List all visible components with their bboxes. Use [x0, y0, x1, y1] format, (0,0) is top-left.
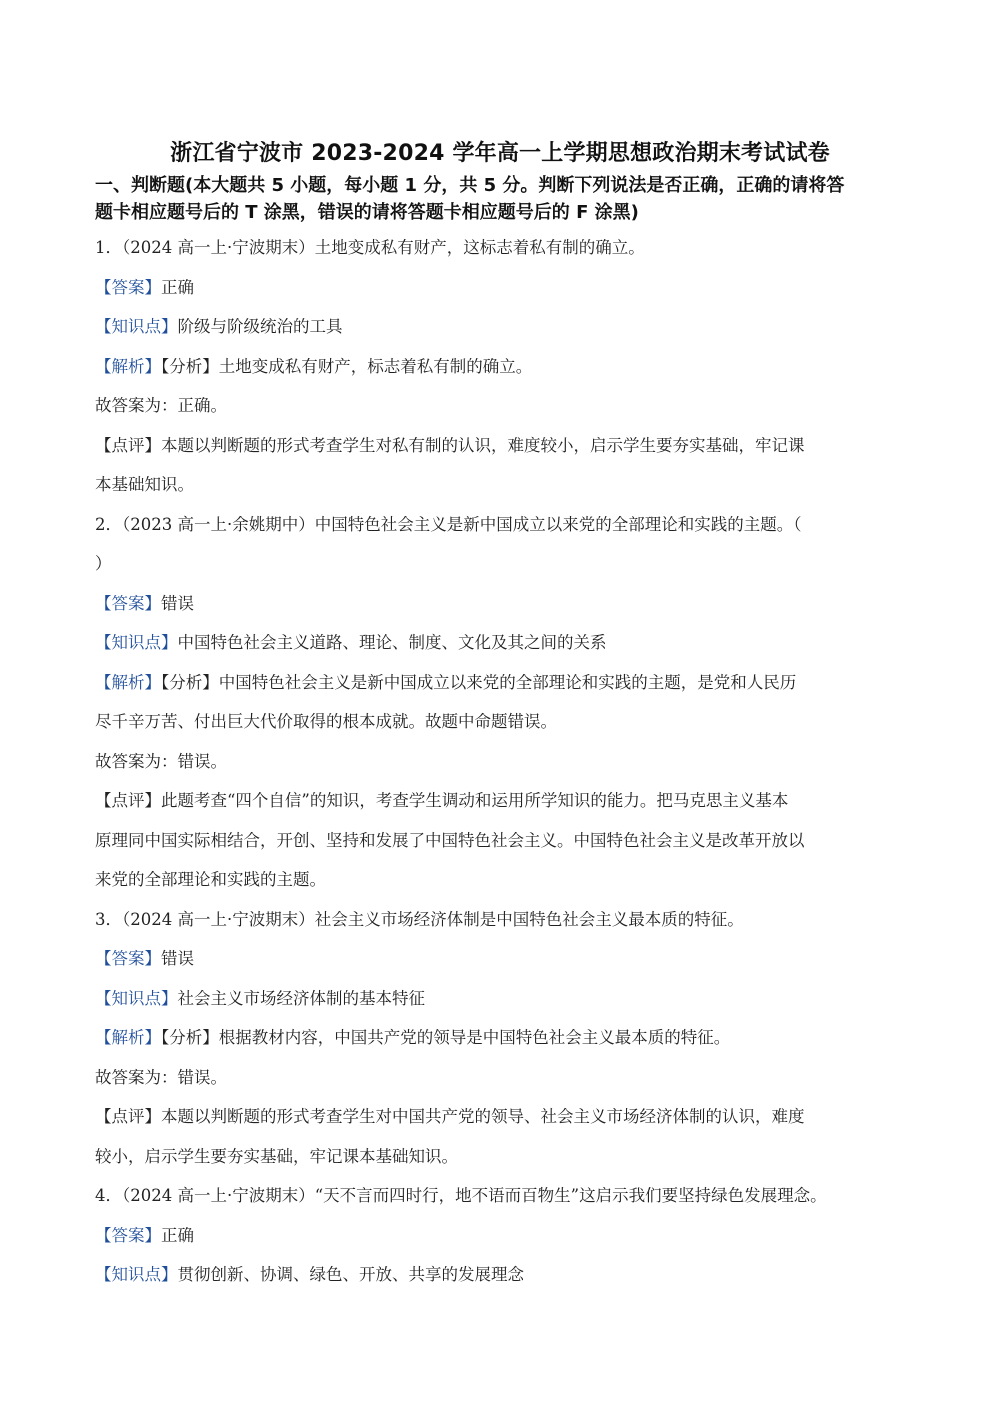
knowledge-value: 贯彻创新、协调、绿色、开放、共享的发展理念	[177, 1265, 524, 1284]
knowledge-label: 【知识点】	[95, 988, 178, 1008]
question-stem: 3．（2024 高一上·宁波期末）社会主义市场经济体制是中国特色社会主义最本质的特征。	[95, 909, 744, 929]
question-stem: ）	[95, 554, 112, 573]
knowledge-line	[95, 979, 900, 1019]
analysis-text: 【分析】中国特色社会主义是新中国成立以来党的全部理论和实践的主题，是党和人民历	[161, 672, 797, 692]
section-heading	[95, 172, 905, 226]
comment-line: 【点评】此题考查“四个自信”的知识，考查学生调动和运用所学知识的能力。把马克思主义基本	[95, 791, 789, 810]
comment-line: 原理同中国实际相结合，开创、坚持和发展了中国特色社会主义。中国特色社会主义是改革开放以	[95, 830, 805, 850]
answer-label: 【答案】	[95, 277, 161, 297]
comment-line: 【点评】本题以判断题的形式考查学生对私有制的认识，难度较小，启示学生要夯实基础，牢记课	[95, 435, 805, 455]
question-stem: 4．（2024 高一上·宁波期末）“天不言而四时行，地不语而百物生”这启示我们要坚持绿色发展理念。	[95, 1186, 827, 1205]
knowledge-line	[95, 307, 900, 347]
analysis-text: 【分析】根据教材内容，中国共产党的领导是中国特色社会主义最本质的特征。	[161, 1028, 731, 1047]
analysis-line	[95, 347, 900, 387]
answer-label: 【答案】	[95, 593, 161, 613]
question-stem: 1．（2024 高一上·宁波期末）土地变成私有财产，这标志着私有制的确立。	[95, 238, 645, 257]
comment-line: 【点评】本题以判断题的形式考查学生对中国共产党的领导、社会主义市场经济体制的认识，难度	[95, 1107, 805, 1126]
answer-label: 【答案】	[95, 1225, 161, 1245]
analysis-text: 【分析】土地变成私有财产，标志着私有制的确立。	[161, 356, 533, 376]
comment-line: 本基础知识。	[95, 475, 194, 494]
question-stem: 2．（2023 高一上·余姚期中）中国特色社会主义是新中国成立以来党的全部理论和实践的主题。（	[95, 514, 802, 534]
knowledge-label: 【知识点】	[95, 317, 178, 336]
analysis-line	[95, 1018, 900, 1058]
answer-line	[95, 939, 900, 979]
question-list	[95, 228, 900, 1295]
answer-line	[95, 584, 900, 624]
knowledge-value: 中国特色社会主义道路、理论、制度、文化及其之间的关系	[177, 633, 607, 652]
analysis-line: 尽千辛万苦、付出巨大代价取得的根本成就。故题中命题错误。	[95, 712, 557, 731]
analysis-label: 【解析】	[95, 356, 161, 376]
analysis-label: 【解析】	[95, 1028, 161, 1047]
question-1	[95, 228, 900, 505]
answer-label: 【答案】	[95, 949, 161, 968]
answer-line	[95, 1216, 900, 1256]
comment-line: 较小，启示学生要夯实基础，牢记课本基础知识。	[95, 1146, 458, 1166]
knowledge-label: 【知识点】	[95, 1265, 178, 1284]
analysis-line	[95, 663, 900, 703]
knowledge-line	[95, 1255, 900, 1295]
knowledge-value: 阶级与阶级统治的工具	[177, 317, 343, 336]
knowledge-value: 社会主义市场经济体制的基本特征	[177, 988, 425, 1008]
answer-value: 错误	[161, 949, 194, 968]
answer-line	[95, 268, 900, 308]
conclusion-line: 故答案为：错误。	[95, 751, 227, 771]
answer-value: 正确	[161, 1225, 194, 1245]
answer-value: 正确	[161, 277, 194, 297]
conclusion-line: 故答案为：错误。	[95, 1067, 227, 1087]
comment-line: 来党的全部理论和实践的主题。	[95, 870, 326, 889]
section-heading-line-1: 一、判断题(本大题共 5 小题，每小题 1 分，共 5 分。判断下列说法是否正确，正确的请将答	[95, 175, 845, 196]
question-3	[95, 900, 900, 1177]
page-title: 浙江省宁波市 2023-2024 学年高一上学期思想政治期末考试试卷	[170, 141, 830, 166]
knowledge-line	[95, 623, 900, 663]
question-2	[95, 505, 900, 900]
analysis-label: 【解析】	[95, 672, 161, 692]
conclusion-line: 故答案为：正确。	[95, 396, 227, 415]
answer-value: 错误	[161, 593, 194, 613]
question-4	[95, 1176, 900, 1295]
knowledge-label: 【知识点】	[95, 633, 178, 652]
section-heading-line-2: 题卡相应题号后的 T 涂黑，错误的请将答题卡相应题号后的 F 涂黑)	[95, 202, 639, 223]
